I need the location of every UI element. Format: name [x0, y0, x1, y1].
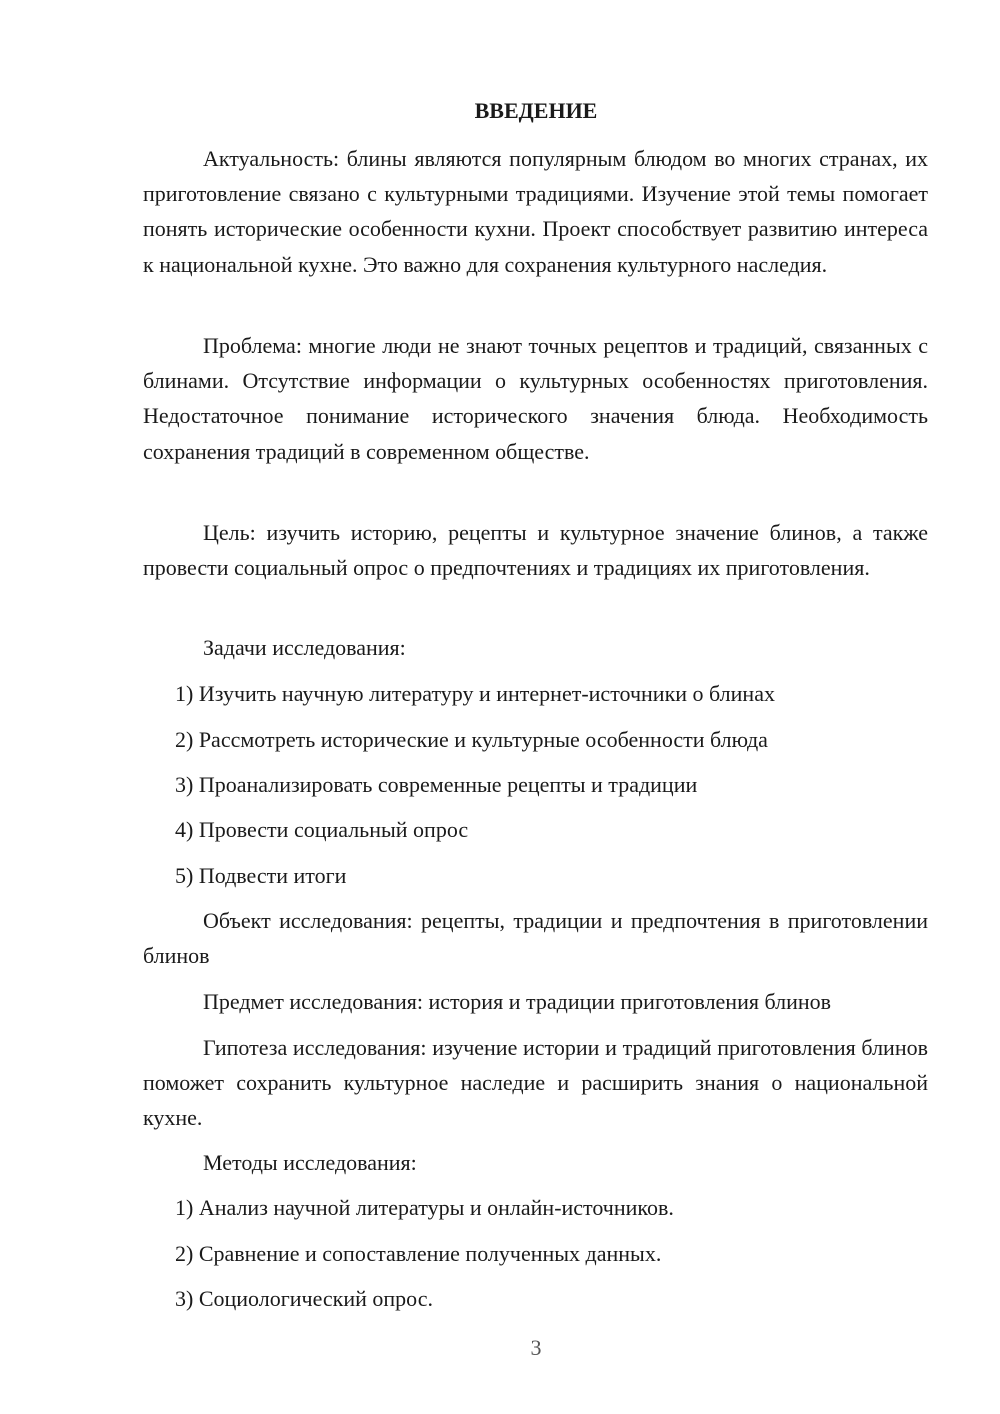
task-item-5: 5) Подвести итоги [175, 863, 347, 888]
task-item [143, 767, 928, 802]
page-number: 3 [530, 1335, 542, 1360]
method-item [143, 1236, 928, 1271]
problem-text: Проблема: многие люди не знают точных рецептов и традиций, связанных с блинами. Отсутствие информации о культурных особенностях приготовления. Недостаточное понимание исторического значения блюда. Необходимость сохранения традиций в современном обществе. [143, 333, 928, 464]
subject-text: Предмет исследования: история и традиции приготовления блинов [203, 989, 832, 1014]
task-item [143, 858, 928, 893]
paragraph-subject [143, 984, 928, 1019]
method-item [143, 1281, 928, 1316]
tasks-heading: Задачи исследования: [203, 635, 406, 660]
method-item-3: 3) Социологический опрос. [175, 1286, 433, 1311]
task-item-4: 4) Провести социальный опрос [175, 817, 469, 842]
hypothesis-text: Гипотеза исследования: изучение истории и традиций приготовления блинов поможет сохранить культурное наследие и расширить знания о национальной кухне. [143, 1035, 928, 1131]
method-item-2: 2) Сравнение и сопоставление полученных данных. [175, 1241, 662, 1266]
paragraph-relevance [143, 141, 928, 282]
paragraph-problem [143, 328, 928, 469]
tasks-heading-block [143, 630, 928, 665]
method-item-1: 1) Анализ научной литературы и онлайн-источников. [175, 1195, 674, 1220]
task-item [143, 722, 928, 757]
task-item-3: 3) Проанализировать современные рецепты и традиции [175, 772, 698, 797]
task-item [143, 676, 928, 711]
relevance-text: Актуальность: блины являются популярным блюдом во многих странах, их приготовление связано с культурными традициями. Изучение этой темы помогает понять исторические особенности кухни. Проект способствует развитию интереса к национальной кухне. Это важно для сохранения культурного наследия. [143, 146, 928, 277]
task-item [143, 812, 928, 847]
page-title: ВВЕДЕНИЕ [474, 98, 598, 123]
paragraph-object [143, 903, 928, 973]
methods-heading-block [143, 1145, 928, 1180]
methods-heading: Методы исследования: [203, 1150, 417, 1175]
paragraph-hypothesis [143, 1030, 928, 1136]
task-item-1: 1) Изучить научную литературу и интернет-источники о блинах [175, 681, 775, 706]
method-item [143, 1190, 928, 1225]
task-item-2: 2) Рассмотреть исторические и культурные особенности блюда [175, 727, 768, 752]
paragraph-goal [143, 515, 928, 585]
goal-text: Цель: изучить историю, рецепты и культурное значение блинов, а также провести социальный опрос о предпочтениях и традициях их приготовления. [143, 520, 928, 581]
object-text: Объект исследования: рецепты, традиции и предпочтения в приготовлении блинов [143, 908, 928, 969]
